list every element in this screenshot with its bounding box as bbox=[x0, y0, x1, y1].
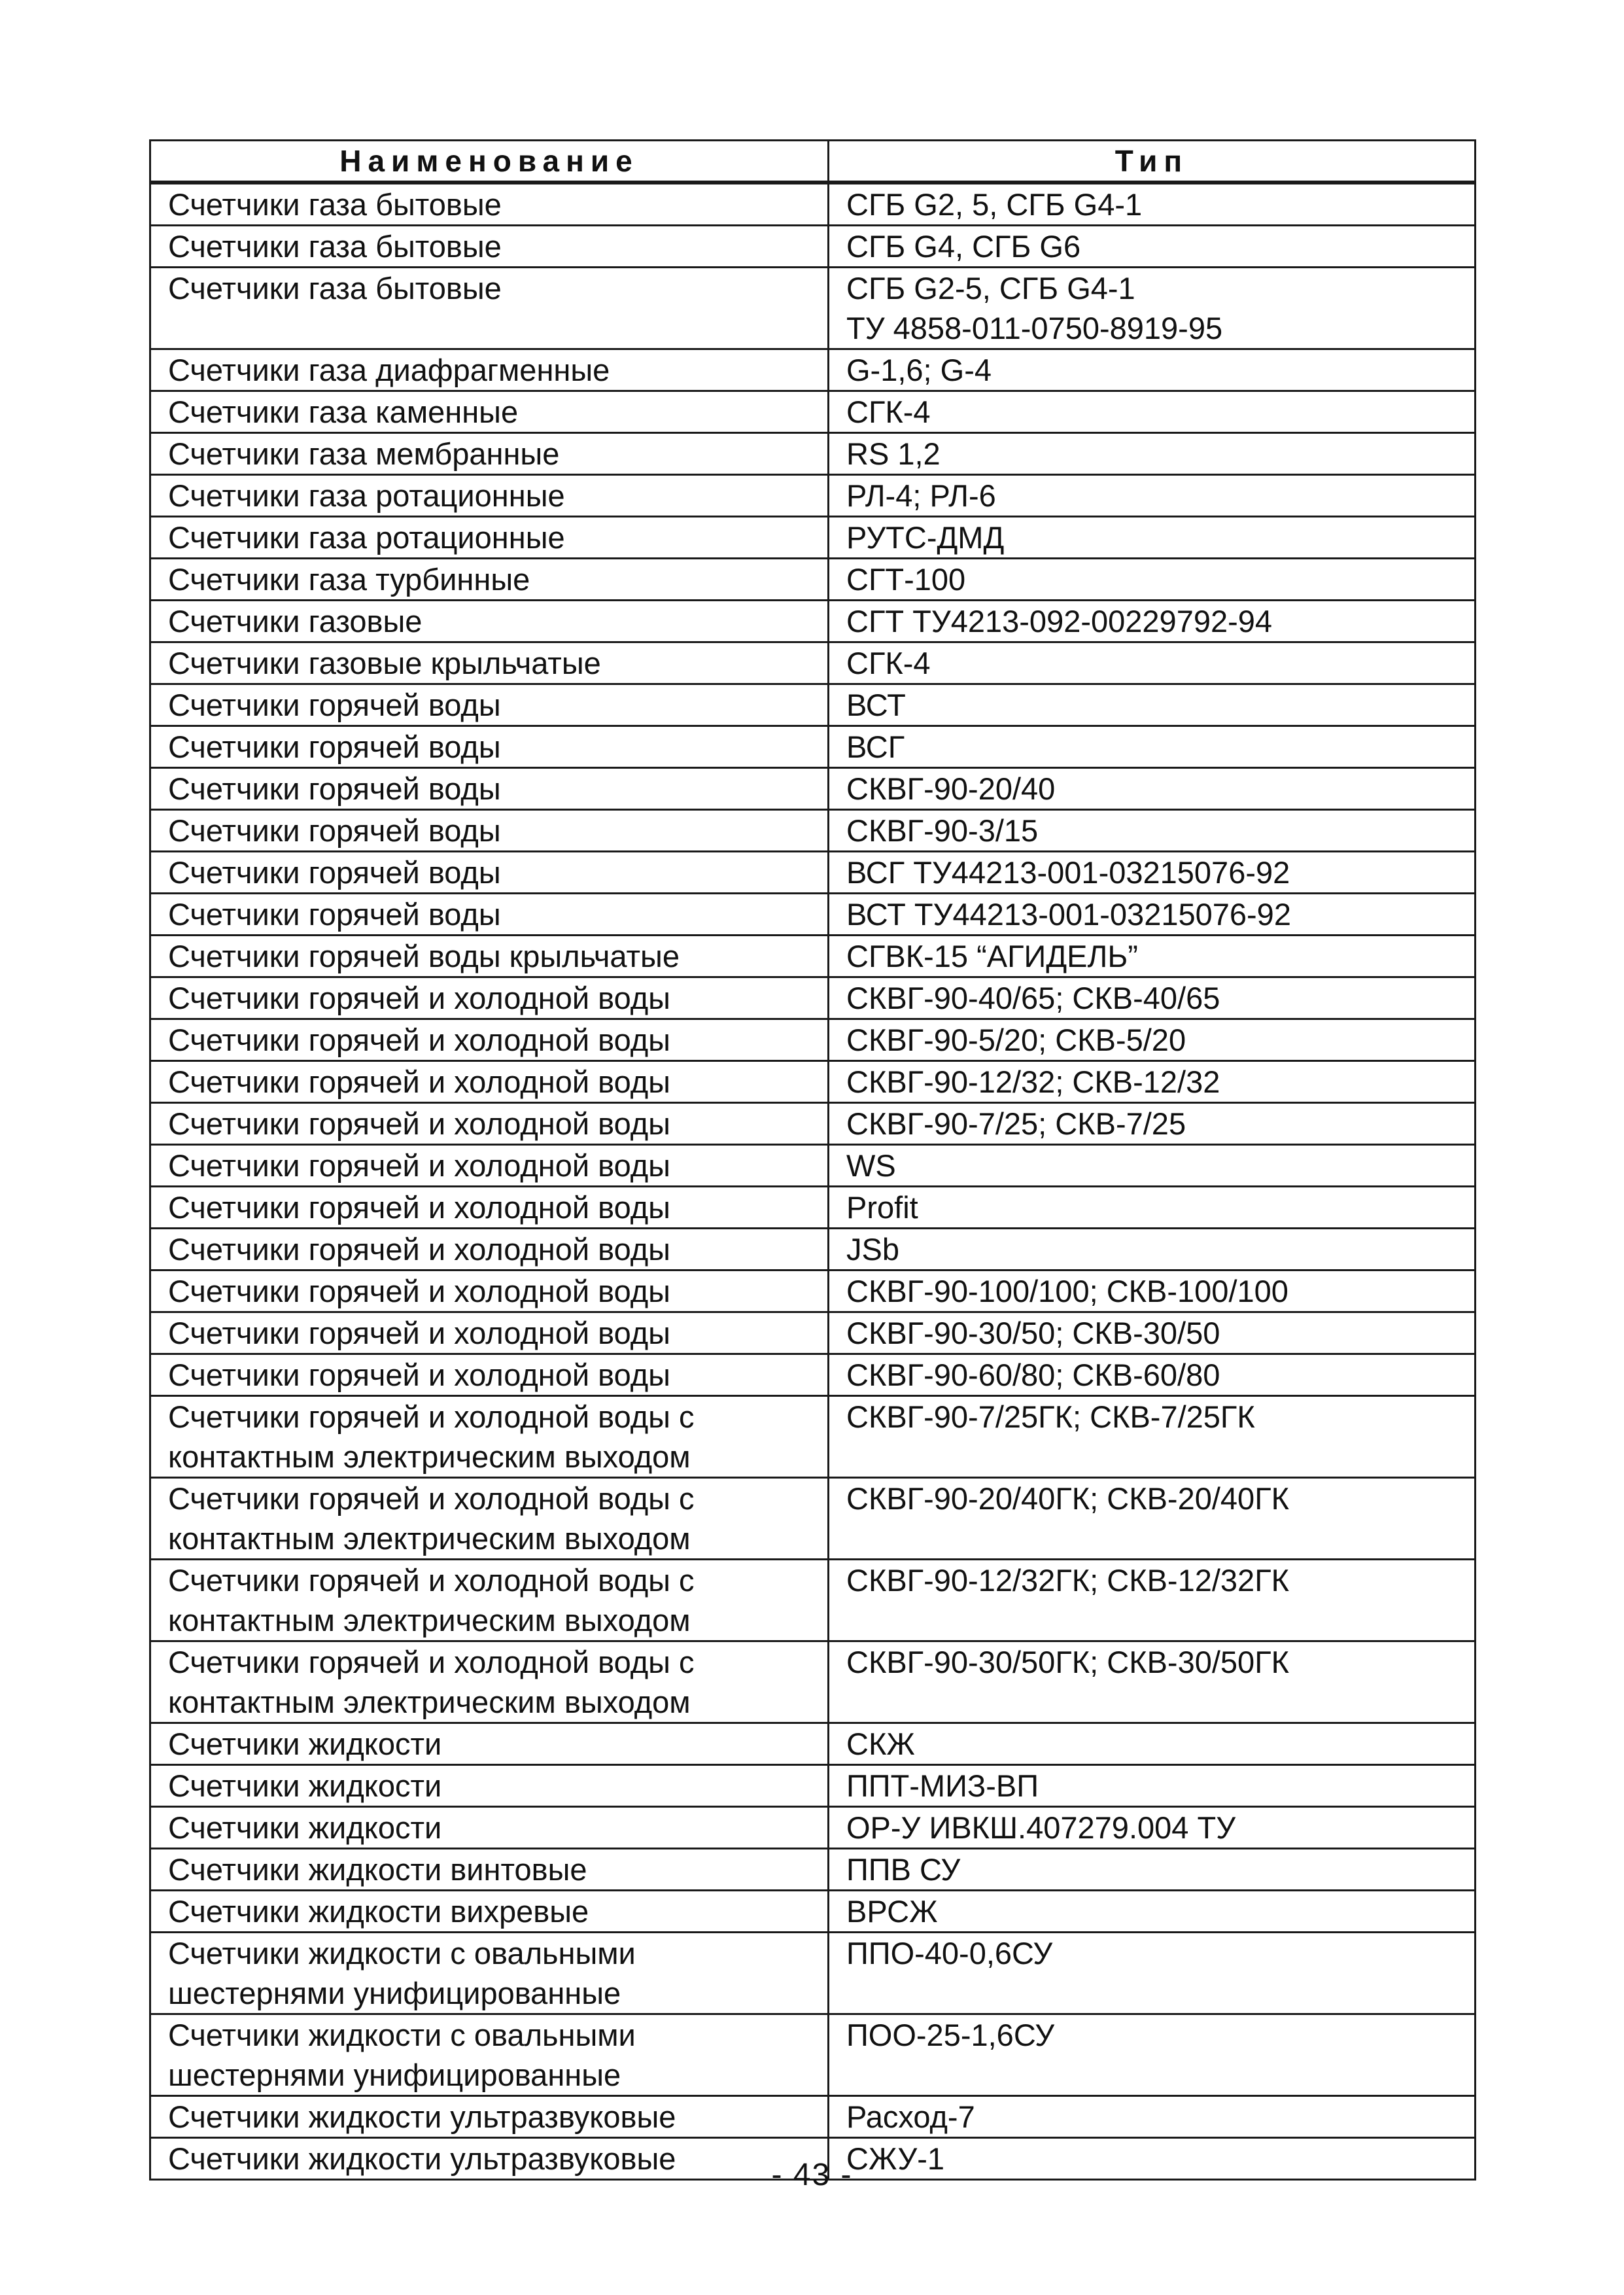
cell-name-text-continued: контактным электрическим выходом bbox=[168, 1685, 691, 1719]
cell-name bbox=[150, 391, 829, 433]
table-row bbox=[150, 1933, 1476, 2014]
cell-name bbox=[150, 1765, 829, 1807]
cell-name bbox=[150, 475, 829, 517]
cell-name-text: Счетчики газа мембранные bbox=[168, 436, 560, 471]
table-row bbox=[150, 768, 1476, 810]
cell-name bbox=[150, 1641, 829, 1723]
table-row bbox=[150, 852, 1476, 894]
cell-name-text: Счетчики жидкости вихревые bbox=[168, 1894, 589, 1929]
cell-name bbox=[150, 1145, 829, 1187]
cell-name-text: Счетчики горячей воды крыльчатые bbox=[168, 939, 680, 973]
table-row bbox=[150, 1145, 1476, 1187]
table-row bbox=[150, 684, 1476, 726]
cell-name-text: Счетчики газа бытовые bbox=[168, 187, 502, 222]
cell-type-text: РУТС-ДМД bbox=[846, 520, 1005, 555]
cell-type-text: СКЖ bbox=[846, 1726, 915, 1761]
table-row bbox=[150, 1061, 1476, 1103]
cell-name bbox=[150, 1187, 829, 1229]
cell-type-text: ППТ-МИЗ-ВП bbox=[846, 1768, 1039, 1803]
cell-name bbox=[150, 936, 829, 977]
table-row bbox=[150, 1641, 1476, 1723]
cell-type-text: СКВГ-90-60/80; СКВ-60/80 bbox=[846, 1358, 1220, 1392]
cell-name-text: Счетчики горячей и холодной воды bbox=[168, 1316, 670, 1350]
table-row bbox=[150, 1396, 1476, 1478]
cell-name-text: Счетчики горячей воды bbox=[168, 729, 501, 764]
cell-type bbox=[829, 852, 1476, 894]
table-row bbox=[150, 1229, 1476, 1270]
cell-type bbox=[829, 1765, 1476, 1807]
cell-name bbox=[150, 433, 829, 475]
cell-type bbox=[829, 1019, 1476, 1061]
cell-name-text-continued: контактным электрическим выходом bbox=[168, 1603, 691, 1638]
cell-name-text-continued: контактным электрическим выходом bbox=[168, 1439, 691, 1474]
table-row bbox=[150, 1478, 1476, 1560]
cell-type-text: СКВГ-90-20/40 bbox=[846, 771, 1056, 806]
instrument-table bbox=[149, 139, 1476, 2181]
table-row bbox=[150, 1187, 1476, 1229]
cell-type bbox=[829, 1354, 1476, 1396]
cell-type bbox=[829, 601, 1476, 642]
cell-name bbox=[150, 1103, 829, 1145]
cell-name-text: Счетчики горячей воды bbox=[168, 855, 501, 890]
cell-name bbox=[150, 517, 829, 559]
cell-type-text: РЛ-4; РЛ-6 bbox=[846, 478, 996, 513]
cell-type bbox=[829, 2096, 1476, 2138]
cell-name bbox=[150, 1933, 829, 2014]
cell-type-text: СКВГ-90-30/50; СКВ-30/50 bbox=[846, 1316, 1220, 1350]
cell-name bbox=[150, 1891, 829, 1933]
cell-name-text: Счетчики жидкости ультразвуковые bbox=[168, 2099, 676, 2134]
cell-type-text: СЖУ-1 bbox=[846, 2141, 945, 2176]
cell-type-text: ВСТ bbox=[846, 688, 906, 722]
cell-type bbox=[829, 559, 1476, 601]
cell-type bbox=[829, 894, 1476, 936]
cell-type bbox=[829, 1396, 1476, 1478]
cell-type-text: СКВГ-90-7/25; СКВ-7/25 bbox=[846, 1106, 1186, 1141]
table-row bbox=[150, 268, 1476, 349]
table-row bbox=[150, 977, 1476, 1019]
cell-type-text: СКВГ-90-100/100; СКВ-100/100 bbox=[846, 1274, 1288, 1308]
cell-name bbox=[150, 852, 829, 894]
cell-type-text: ВСТ ТУ44213-001-03215076-92 bbox=[846, 897, 1291, 932]
cell-name-text: Счетчики горячей и холодной воды bbox=[168, 1190, 670, 1225]
table-row bbox=[150, 642, 1476, 684]
table-body bbox=[150, 183, 1476, 2180]
cell-name bbox=[150, 1478, 829, 1560]
cell-name-text: Счетчики газа ротационные bbox=[168, 520, 565, 555]
cell-type-text: СКВГ-90-12/32ГК; СКВ-12/32ГК bbox=[846, 1563, 1290, 1598]
table-row bbox=[150, 1723, 1476, 1765]
cell-name bbox=[150, 183, 829, 226]
cell-type bbox=[829, 726, 1476, 768]
cell-type bbox=[829, 1270, 1476, 1312]
table-row bbox=[150, 601, 1476, 642]
cell-name bbox=[150, 1723, 829, 1765]
cell-type-text: WS bbox=[846, 1148, 896, 1183]
cell-type bbox=[829, 1560, 1476, 1641]
cell-type bbox=[829, 226, 1476, 268]
cell-name bbox=[150, 1807, 829, 1849]
table-header bbox=[150, 141, 1476, 183]
table-row bbox=[150, 1354, 1476, 1396]
cell-name bbox=[150, 1312, 829, 1354]
cell-type bbox=[829, 2014, 1476, 2096]
cell-name bbox=[150, 1270, 829, 1312]
cell-name-text: Счетчики горячей и холодной воды bbox=[168, 981, 670, 1015]
cell-type-text: СГТ-100 bbox=[846, 562, 966, 597]
cell-type bbox=[829, 1103, 1476, 1145]
cell-name-text: Счетчики горячей и холодной воды bbox=[168, 1358, 670, 1392]
cell-type-text: СКВГ-90-3/15 bbox=[846, 813, 1039, 848]
table-row bbox=[150, 810, 1476, 852]
cell-type bbox=[829, 810, 1476, 852]
cell-name-text: Счетчики горячей и холодной воды bbox=[168, 1232, 670, 1267]
cell-name bbox=[150, 1560, 829, 1641]
cell-type-text: ВСГ ТУ44213-001-03215076-92 bbox=[846, 855, 1290, 890]
cell-type bbox=[829, 1145, 1476, 1187]
cell-type-text: СКВГ-90-30/50ГК; СКВ-30/50ГК bbox=[846, 1645, 1290, 1679]
cell-type-text: СГК-4 bbox=[846, 394, 931, 429]
table-row bbox=[150, 1765, 1476, 1807]
cell-name-text: Счетчики жидкости винтовые bbox=[168, 1852, 587, 1887]
table-row bbox=[150, 349, 1476, 391]
table-row bbox=[150, 433, 1476, 475]
cell-type-text: ВРСЖ bbox=[846, 1894, 938, 1929]
cell-name bbox=[150, 1061, 829, 1103]
table-row bbox=[150, 2014, 1476, 2096]
cell-name-text: Счетчики жидкости с овальными bbox=[168, 1936, 636, 1971]
cell-type-text: СКВГ-90-7/25ГК; СКВ-7/25ГК bbox=[846, 1399, 1255, 1434]
cell-type-text: ВСГ bbox=[846, 729, 905, 764]
cell-type-text: СГБ G2-5, СГБ G4-1 bbox=[846, 271, 1135, 306]
cell-type bbox=[829, 1061, 1476, 1103]
cell-name bbox=[150, 226, 829, 268]
table-row bbox=[150, 559, 1476, 601]
cell-name bbox=[150, 2096, 829, 2138]
cell-type bbox=[829, 768, 1476, 810]
cell-name-text: Счетчики жидкости bbox=[168, 1726, 442, 1761]
cell-type-text: ППВ СУ bbox=[846, 1852, 961, 1887]
cell-name-text: Счетчики горячей воды bbox=[168, 813, 501, 848]
cell-name bbox=[150, 768, 829, 810]
cell-type bbox=[829, 1723, 1476, 1765]
cell-name bbox=[150, 684, 829, 726]
table-row bbox=[150, 1849, 1476, 1891]
cell-name-text: Счетчики газа ротационные bbox=[168, 478, 565, 513]
cell-name-text: Счетчики газовые крыльчатые bbox=[168, 646, 601, 680]
cell-type-text: СКВГ-90-20/40ГК; СКВ-20/40ГК bbox=[846, 1481, 1290, 1516]
cell-name bbox=[150, 2014, 829, 2096]
cell-name-text: Счетчики горячей и холодной воды с bbox=[168, 1645, 695, 1679]
cell-name-text: Счетчики газа каменные bbox=[168, 394, 519, 429]
cell-name bbox=[150, 1849, 829, 1891]
column-header-type: Тип bbox=[829, 141, 1476, 183]
cell-type bbox=[829, 433, 1476, 475]
cell-type-text: ППО-40-0,6СУ bbox=[846, 1936, 1053, 1971]
table-row bbox=[150, 936, 1476, 977]
cell-name bbox=[150, 1229, 829, 1270]
cell-type bbox=[829, 1641, 1476, 1723]
cell-name-text: Счетчики газовые bbox=[168, 604, 423, 639]
table-row bbox=[150, 894, 1476, 936]
cell-name-text: Счетчики горячей воды bbox=[168, 688, 501, 722]
cell-name bbox=[150, 1354, 829, 1396]
cell-name-text: Счетчики горячей и холодной воды bbox=[168, 1148, 670, 1183]
table-row bbox=[150, 1891, 1476, 1933]
cell-name bbox=[150, 810, 829, 852]
cell-type-text: СГТ ТУ4213-092-00229792-94 bbox=[846, 604, 1273, 639]
cell-name-text: Счетчики жидкости bbox=[168, 1768, 442, 1803]
cell-type bbox=[829, 349, 1476, 391]
cell-name bbox=[150, 349, 829, 391]
cell-type-text: ПОО-25-1,6СУ bbox=[846, 2018, 1055, 2052]
cell-type-text: RS 1,2 bbox=[846, 436, 941, 471]
cell-name-text: Счетчики горячей воды bbox=[168, 771, 501, 806]
cell-type bbox=[829, 977, 1476, 1019]
cell-name-text: Счетчики горячей и холодной воды bbox=[168, 1106, 670, 1141]
table-row bbox=[150, 1270, 1476, 1312]
table-row bbox=[150, 517, 1476, 559]
table-row bbox=[150, 1103, 1476, 1145]
cell-type bbox=[829, 1933, 1476, 2014]
cell-type bbox=[829, 268, 1476, 349]
cell-name-text: Счетчики горячей и холодной воды bbox=[168, 1023, 670, 1057]
cell-type bbox=[829, 642, 1476, 684]
cell-type-text-continued: ТУ 4858-011-0750-8919-95 bbox=[846, 311, 1223, 345]
cell-name-text: Счетчики горячей и холодной воды с bbox=[168, 1399, 695, 1434]
cell-name bbox=[150, 601, 829, 642]
cell-type-text: ОР-У ИВКШ.407279.004 ТУ bbox=[846, 1810, 1236, 1845]
table-row bbox=[150, 1019, 1476, 1061]
cell-name-text: Счетчики жидкости ультразвуковые bbox=[168, 2141, 676, 2176]
cell-type-text: СГБ G4, СГБ G6 bbox=[846, 229, 1081, 264]
table-row bbox=[150, 475, 1476, 517]
cell-type-text: СГВК-15 “АГИДЕЛЬ” bbox=[846, 939, 1138, 973]
cell-name-text: Счетчики жидкости с овальными bbox=[168, 2018, 636, 2052]
cell-type-text: G-1,6; G-4 bbox=[846, 353, 992, 387]
column-header-name: Наименование bbox=[150, 141, 829, 183]
cell-name bbox=[150, 1396, 829, 1478]
cell-type-text: СГБ G2, 5, СГБ G4-1 bbox=[846, 187, 1143, 222]
table-row bbox=[150, 226, 1476, 268]
cell-type-text: СГК-4 bbox=[846, 646, 931, 680]
cell-name-text: Счетчики жидкости bbox=[168, 1810, 442, 1845]
cell-type-text: JSb bbox=[846, 1232, 899, 1267]
cell-type bbox=[829, 1849, 1476, 1891]
cell-type-text: Расход-7 bbox=[846, 2099, 975, 2134]
cell-type bbox=[829, 1229, 1476, 1270]
cell-type bbox=[829, 1891, 1476, 1933]
header-row bbox=[150, 141, 1476, 183]
cell-type bbox=[829, 1312, 1476, 1354]
cell-name-text: Счетчики горячей и холодной воды bbox=[168, 1274, 670, 1308]
table-row bbox=[150, 183, 1476, 226]
cell-name bbox=[150, 268, 829, 349]
cell-type bbox=[829, 1478, 1476, 1560]
cell-name-text: Счетчики газа бытовые bbox=[168, 229, 502, 264]
table-row bbox=[150, 726, 1476, 768]
table-row bbox=[150, 2096, 1476, 2138]
cell-name-text: Счетчики газа турбинные bbox=[168, 562, 530, 597]
cell-type-text: СКВГ-90-12/32; СКВ-12/32 bbox=[846, 1064, 1220, 1099]
page-number: - 43 - bbox=[771, 2158, 853, 2192]
cell-name bbox=[150, 642, 829, 684]
table-row bbox=[150, 1560, 1476, 1641]
table-row bbox=[150, 1807, 1476, 1849]
cell-name-text-continued: шестернями унифицированные bbox=[168, 2058, 621, 2092]
table-row bbox=[150, 1312, 1476, 1354]
cell-name-text: Счетчики горячей и холодной воды с bbox=[168, 1481, 695, 1516]
cell-name bbox=[150, 559, 829, 601]
cell-name-text-continued: шестернями унифицированные bbox=[168, 1976, 621, 2010]
cell-name-text-continued: контактным электрическим выходом bbox=[168, 1521, 691, 1556]
cell-type bbox=[829, 684, 1476, 726]
cell-type bbox=[829, 1807, 1476, 1849]
cell-name-text: Счетчики газа бытовые bbox=[168, 271, 502, 306]
cell-name-text: Счетчики горячей и холодной воды bbox=[168, 1064, 670, 1099]
cell-name-text: Счетчики газа диафрагменные bbox=[168, 353, 610, 387]
cell-name-text: Счетчики горячей воды bbox=[168, 897, 501, 932]
cell-name-text: Счетчики горячей и холодной воды с bbox=[168, 1563, 695, 1598]
table-row bbox=[150, 391, 1476, 433]
cell-type bbox=[829, 183, 1476, 226]
cell-name bbox=[150, 1019, 829, 1061]
cell-name bbox=[150, 977, 829, 1019]
cell-type bbox=[829, 391, 1476, 433]
cell-type bbox=[829, 517, 1476, 559]
cell-name bbox=[150, 726, 829, 768]
cell-type-text: СКВГ-90-40/65; СКВ-40/65 bbox=[846, 981, 1220, 1015]
cell-type bbox=[829, 936, 1476, 977]
cell-type-text: Profit bbox=[846, 1190, 918, 1225]
cell-type bbox=[829, 1187, 1476, 1229]
cell-type bbox=[829, 475, 1476, 517]
cell-name bbox=[150, 894, 829, 936]
cell-type-text: СКВГ-90-5/20; СКВ-5/20 bbox=[846, 1023, 1186, 1057]
